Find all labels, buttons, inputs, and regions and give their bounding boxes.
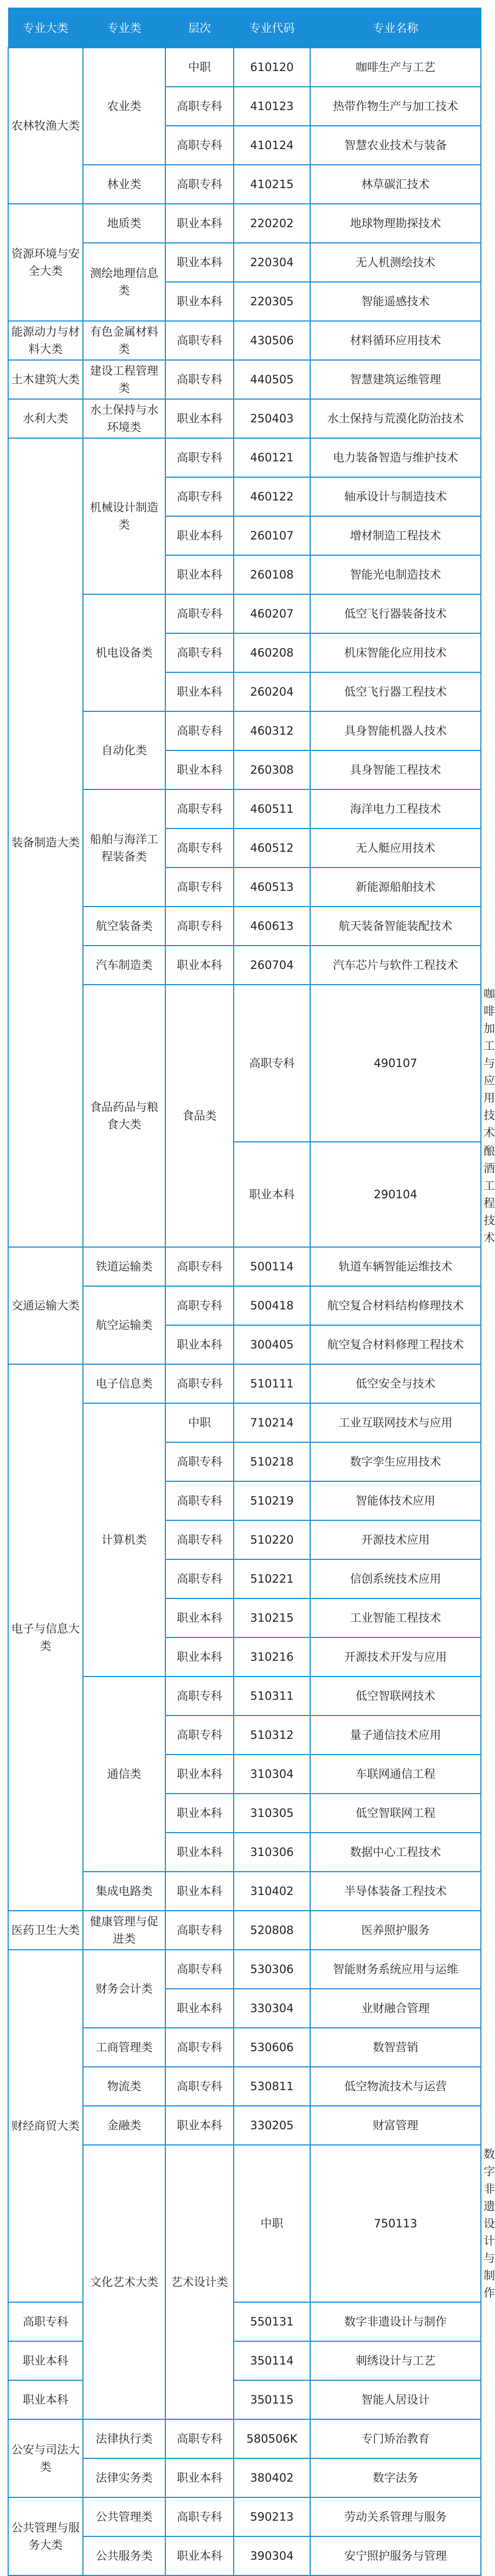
subcategory-cell: 电子信息类 (83, 1364, 165, 1403)
major-name-cell: 量子通信技术应用 (310, 1716, 481, 1755)
level-cell: 职业本科 (165, 243, 234, 282)
code-cell: 290104 (310, 1142, 481, 1247)
code-cell: 310216 (234, 1637, 310, 1676)
major-name-cell: 材料循环应用技术 (310, 321, 481, 360)
major-name-cell: 机床智能化应用技术 (310, 633, 481, 672)
level-cell: 高职专科 (8, 2302, 83, 2341)
code-cell: 520808 (234, 1911, 310, 1950)
subcategory-cell: 机电设备类 (83, 594, 165, 711)
major-name-cell: 智能体技术应用 (310, 1481, 481, 1520)
table-row (8, 1911, 481, 1950)
major-name-cell: 医养照护服务 (310, 1911, 481, 1950)
level-cell: 高职专科 (165, 594, 234, 633)
level-cell: 职业本科 (165, 282, 234, 321)
major-name-cell: 航空复合材料结构修理技术 (310, 1286, 481, 1325)
major-name-cell: 低空安全与技术 (310, 1364, 481, 1403)
subcategory-cell: 通信类 (83, 1676, 165, 1872)
level-cell: 高职专科 (165, 907, 234, 946)
code-cell: 500418 (234, 1286, 310, 1325)
subcategory-cell: 林业类 (83, 165, 165, 204)
code-cell: 460312 (234, 711, 310, 750)
code-cell: 310306 (234, 1833, 310, 1872)
category-cell: 能源动力与材料大类 (8, 321, 83, 360)
majors-table (8, 8, 495, 2576)
major-name-cell: 开源技术应用 (310, 1520, 481, 1559)
level-cell: 高职专科 (165, 1286, 234, 1325)
table-row (8, 1247, 481, 1286)
category-cell: 食品药品与粮食大类 (83, 985, 165, 1247)
level-cell: 高职专科 (165, 868, 234, 907)
code-cell: 510312 (234, 1716, 310, 1755)
major-name-cell: 智慧农业技术与装备 (310, 126, 481, 165)
code-cell: 510219 (234, 1481, 310, 1520)
major-name-cell: 航天装备智能装配技术 (310, 907, 481, 946)
table-row (8, 2302, 481, 2341)
level-cell: 职业本科 (165, 1794, 234, 1833)
major-name-cell: 热带作物生产与加工技术 (310, 87, 481, 126)
major-name-cell: 开源技术开发与应用 (310, 1637, 481, 1676)
code-cell: 460208 (234, 633, 310, 672)
level-cell: 高职专科 (165, 1247, 234, 1286)
code-cell: 510111 (234, 1364, 310, 1403)
table-row (8, 399, 481, 438)
subcategory-cell: 航空运输类 (83, 1286, 165, 1364)
code-cell: 440505 (234, 360, 310, 399)
code-cell: 750113 (310, 2145, 481, 2302)
level-cell: 高职专科 (165, 1520, 234, 1559)
table-row: 职业本科 290104 酿酒工程技术 (8, 1142, 481, 1247)
code-cell: 510221 (234, 1559, 310, 1598)
level-cell: 高职专科 (165, 87, 234, 126)
category-cell: 公安与司法大类 (8, 2419, 83, 2497)
subcategory-cell: 地质类 (83, 204, 165, 243)
major-name-cell: 电力装备智造与维护技术 (310, 438, 481, 477)
major-name-cell: 低空物流技术与运营 (310, 2067, 481, 2106)
table-row: 食品药品与粮食大类 食品类 高职专科 490107 咖啡加工与应用技术 (8, 985, 481, 1142)
major-name-cell: 航空复合材料修理工程技术 (310, 1325, 481, 1364)
major-name-cell: 数字法务 (310, 2458, 481, 2497)
code-cell: 460122 (234, 477, 310, 516)
level-cell: 高职专科 (165, 321, 234, 360)
code-cell: 530306 (234, 1950, 310, 1989)
category-cell: 水利大类 (8, 399, 83, 438)
table-row (8, 2497, 481, 2536)
code-cell: 460511 (234, 789, 310, 828)
category-cell: 交通运输大类 (8, 1247, 83, 1364)
code-cell: 490107 (310, 985, 481, 1142)
code-cell: 530606 (234, 2028, 310, 2067)
table-row (8, 2419, 481, 2458)
level-cell: 高职专科 (165, 633, 234, 672)
code-cell: 330205 (234, 2106, 310, 2145)
level-cell: 高职专科 (165, 477, 234, 516)
major-name-cell: 水土保持与荒漠化防治技术 (310, 399, 481, 438)
code-cell: 250403 (234, 399, 310, 438)
code-cell: 410124 (234, 126, 310, 165)
subcategory-cell: 有色金属材料类 (83, 321, 165, 360)
major-name-cell: 专门矫治教育 (310, 2419, 481, 2458)
level-cell: 高职专科 (165, 1911, 234, 1950)
level-cell: 高职专科 (165, 165, 234, 204)
major-name-cell: 智能遥感技术 (310, 282, 481, 321)
level-cell: 高职专科 (165, 1559, 234, 1598)
code-cell: 310402 (234, 1872, 310, 1911)
code-cell: 390304 (234, 2536, 310, 2575)
subcategory-cell: 法律实务类 (83, 2458, 165, 2497)
subcategory-cell: 金融类 (83, 2106, 165, 2145)
subcategory-cell: 测绘地理信息类 (83, 243, 165, 321)
level-cell: 高职专科 (165, 1481, 234, 1520)
category-cell: 公共管理与服务大类 (8, 2497, 83, 2575)
category-cell: 农林牧渔大类 (8, 48, 83, 204)
category-cell: 医药卫生大类 (8, 1911, 83, 1950)
level-cell: 职业本科 (165, 204, 234, 243)
level-cell: 职业本科 (165, 1989, 234, 2028)
major-name-cell: 咖啡生产与工艺 (310, 48, 481, 87)
code-cell: 410215 (234, 165, 310, 204)
code-cell: 380402 (234, 2458, 310, 2497)
category-cell: 文化艺术大类 (83, 2145, 165, 2419)
subcategory-cell: 艺术设计类 (165, 2145, 234, 2419)
major-name-cell: 地球物理勘探技术 (310, 204, 481, 243)
table-row (8, 321, 481, 360)
code-cell: 260108 (234, 555, 310, 594)
category-cell: 资源环境与安全大类 (8, 204, 83, 321)
level-cell: 职业本科 (165, 1755, 234, 1794)
major-name-cell: 具身智能工程技术 (310, 750, 481, 789)
subcategory-cell: 水土保持与水环境类 (83, 399, 165, 438)
major-name-cell: 智能人居设计 (310, 2380, 481, 2419)
major-name-cell: 新能源船舶技术 (310, 868, 481, 907)
header-category: 专业大类 (8, 8, 83, 48)
major-name-cell: 低空智联网工程 (310, 1794, 481, 1833)
subcategory-cell: 工商管理类 (83, 2028, 165, 2067)
code-cell: 510220 (234, 1520, 310, 1559)
level-cell: 职业本科 (165, 516, 234, 555)
level-cell: 高职专科 (165, 438, 234, 477)
level-cell: 高职专科 (165, 828, 234, 868)
level-cell: 职业本科 (165, 2458, 234, 2497)
level-cell: 职业本科 (8, 2380, 83, 2419)
level-cell: 高职专科 (165, 2419, 234, 2458)
table-row (8, 48, 481, 87)
code-cell: 350114 (234, 2341, 310, 2380)
category-cell: 土木建筑大类 (8, 360, 83, 399)
level-cell: 职业本科 (165, 2106, 234, 2145)
subcategory-cell: 集成电路类 (83, 1872, 165, 1911)
level-cell: 职业本科 (165, 1598, 234, 1637)
level-cell: 高职专科 (165, 711, 234, 750)
subcategory-cell: 农业类 (83, 48, 165, 165)
level-cell: 高职专科 (165, 2067, 234, 2106)
level-cell: 高职专科 (165, 1676, 234, 1716)
code-cell: 330304 (234, 1989, 310, 2028)
major-name-cell: 轨道车辆智能运维技术 (310, 1247, 481, 1286)
subcategory-cell: 船舶与海洋工程装备类 (83, 789, 165, 907)
major-name-cell: 工业互联网技术与应用 (310, 1403, 481, 1442)
major-name-cell: 低空飞行器工程技术 (310, 672, 481, 711)
major-name-cell: 具身智能机器人技术 (310, 711, 481, 750)
subcategory-cell: 公共服务类 (83, 2536, 165, 2575)
code-cell: 460613 (234, 907, 310, 946)
table-row (8, 438, 481, 477)
level-cell: 职业本科 (234, 1142, 310, 1247)
code-cell: 430506 (234, 321, 310, 360)
code-cell: 350115 (234, 2380, 310, 2419)
header-row (8, 8, 481, 48)
table-row: 文化艺术大类 艺术设计类 中职 750113 数字非遗设计与制作 (8, 2145, 481, 2302)
subcategory-cell: 财务会计类 (83, 1950, 165, 2028)
level-cell: 高职专科 (234, 985, 310, 1142)
major-name-cell: 无人艇应用技术 (310, 828, 481, 868)
code-cell: 220202 (234, 204, 310, 243)
major-name-cell: 数智营销 (310, 2028, 481, 2067)
major-name-cell: 低空智联网技术 (310, 1676, 481, 1716)
code-cell: 310215 (234, 1598, 310, 1637)
level-cell: 高职专科 (165, 789, 234, 828)
subcategory-cell: 健康管理与促进类 (83, 1911, 165, 1950)
level-cell: 职业本科 (165, 750, 234, 789)
category-cell: 财经商贸大类 (8, 1950, 83, 2302)
code-cell: 460512 (234, 828, 310, 868)
level-cell: 职业本科 (165, 1325, 234, 1364)
level-cell: 高职专科 (165, 360, 234, 399)
header-major-name: 专业名称 (310, 8, 481, 48)
major-name-cell: 财富管理 (310, 2106, 481, 2145)
code-cell: 220304 (234, 243, 310, 282)
level-cell: 职业本科 (165, 946, 234, 985)
level-cell: 高职专科 (165, 1950, 234, 1989)
subcategory-cell: 航空装备类 (83, 907, 165, 946)
code-cell: 590213 (234, 2497, 310, 2536)
table-row (8, 1364, 481, 1403)
level-cell: 职业本科 (165, 399, 234, 438)
major-name-cell: 业财融合管理 (310, 1989, 481, 2028)
code-cell: 410123 (234, 87, 310, 126)
subcategory-cell: 物流类 (83, 2067, 165, 2106)
level-cell: 职业本科 (8, 2341, 83, 2380)
category-cell: 电子与信息大类 (8, 1364, 83, 1911)
subcategory-cell: 法律执行类 (83, 2419, 165, 2458)
major-name-cell: 无人机测绘技术 (310, 243, 481, 282)
major-name-cell: 刺绣设计与工艺 (310, 2341, 481, 2380)
major-name-cell: 海洋电力工程技术 (310, 789, 481, 828)
level-cell: 中职 (234, 2145, 310, 2302)
header-code: 专业代码 (234, 8, 310, 48)
level-cell: 中职 (165, 48, 234, 87)
subcategory-cell: 汽车制造类 (83, 946, 165, 985)
code-cell: 460207 (234, 594, 310, 633)
code-cell: 510218 (234, 1442, 310, 1481)
code-cell: 260704 (234, 946, 310, 985)
major-name-cell: 数字非遗设计与制作 (310, 2302, 481, 2341)
subcategory-cell: 公共管理类 (83, 2497, 165, 2536)
code-cell: 310305 (234, 1794, 310, 1833)
code-cell: 580506K (234, 2419, 310, 2458)
major-name-cell: 林草碳汇技术 (310, 165, 481, 204)
level-cell: 职业本科 (165, 1872, 234, 1911)
table-row (8, 204, 481, 243)
code-cell: 610120 (234, 48, 310, 87)
subcategory-cell: 建设工程管理类 (83, 360, 165, 399)
subcategory-cell: 铁道运输类 (83, 1247, 165, 1286)
major-name-cell: 信创系统技术应用 (310, 1559, 481, 1598)
major-name-cell: 数据中心工程技术 (310, 1833, 481, 1872)
level-cell: 高职专科 (165, 1364, 234, 1403)
subcategory-cell: 计算机类 (83, 1403, 165, 1676)
level-cell: 高职专科 (165, 2497, 234, 2536)
level-cell: 中职 (165, 1403, 234, 1442)
table-row (8, 1950, 481, 1989)
category-cell: 装备制造大类 (8, 438, 83, 1247)
code-cell: 460121 (234, 438, 310, 477)
major-name-cell: 轴承设计与制造技术 (310, 477, 481, 516)
subcategory-cell: 食品类 (165, 985, 234, 1247)
code-cell: 300405 (234, 1325, 310, 1364)
level-cell: 职业本科 (165, 672, 234, 711)
level-cell: 职业本科 (165, 1833, 234, 1872)
code-cell: 460513 (234, 868, 310, 907)
code-cell: 530811 (234, 2067, 310, 2106)
level-cell: 职业本科 (165, 2536, 234, 2575)
major-name-cell: 增材制造工程技术 (310, 516, 481, 555)
major-name-cell: 工业智能工程技术 (310, 1598, 481, 1637)
major-name-cell: 半导体装备工程技术 (310, 1872, 481, 1911)
major-name-cell: 智能财务系统应用与运维 (310, 1950, 481, 1989)
level-cell: 职业本科 (165, 1637, 234, 1676)
table-row (8, 2380, 481, 2419)
subcategory-cell: 自动化类 (83, 711, 165, 789)
level-cell: 职业本科 (165, 555, 234, 594)
table-row (8, 360, 481, 399)
subcategory-cell: 机械设计制造类 (83, 438, 165, 594)
level-cell: 高职专科 (165, 2028, 234, 2067)
major-name-cell: 智能光电制造技术 (310, 555, 481, 594)
header-level: 层次 (165, 8, 234, 48)
level-cell: 高职专科 (165, 126, 234, 165)
code-cell: 310304 (234, 1755, 310, 1794)
major-name-cell: 劳动关系管理与服务 (310, 2497, 481, 2536)
code-cell: 710214 (234, 1403, 310, 1442)
table-body (8, 48, 495, 2575)
code-cell: 220305 (234, 282, 310, 321)
code-cell: 260107 (234, 516, 310, 555)
level-cell: 高职专科 (165, 1442, 234, 1481)
major-name-cell: 汽车芯片与软件工程技术 (310, 946, 481, 985)
major-name-cell: 智慧建筑运维管理 (310, 360, 481, 399)
major-name-cell: 低空飞行器装备技术 (310, 594, 481, 633)
major-name-cell: 安宁照护服务与管理 (310, 2536, 481, 2575)
header-subcategory: 专业类 (83, 8, 165, 48)
code-cell: 510311 (234, 1676, 310, 1716)
code-cell: 260308 (234, 750, 310, 789)
major-name-cell: 车联网通信工程 (310, 1755, 481, 1794)
code-cell: 500114 (234, 1247, 310, 1286)
code-cell: 260204 (234, 672, 310, 711)
major-name-cell: 数字孪生应用技术 (310, 1442, 481, 1481)
code-cell: 550131 (234, 2302, 310, 2341)
level-cell: 高职专科 (165, 1716, 234, 1755)
table-row (8, 2341, 481, 2380)
